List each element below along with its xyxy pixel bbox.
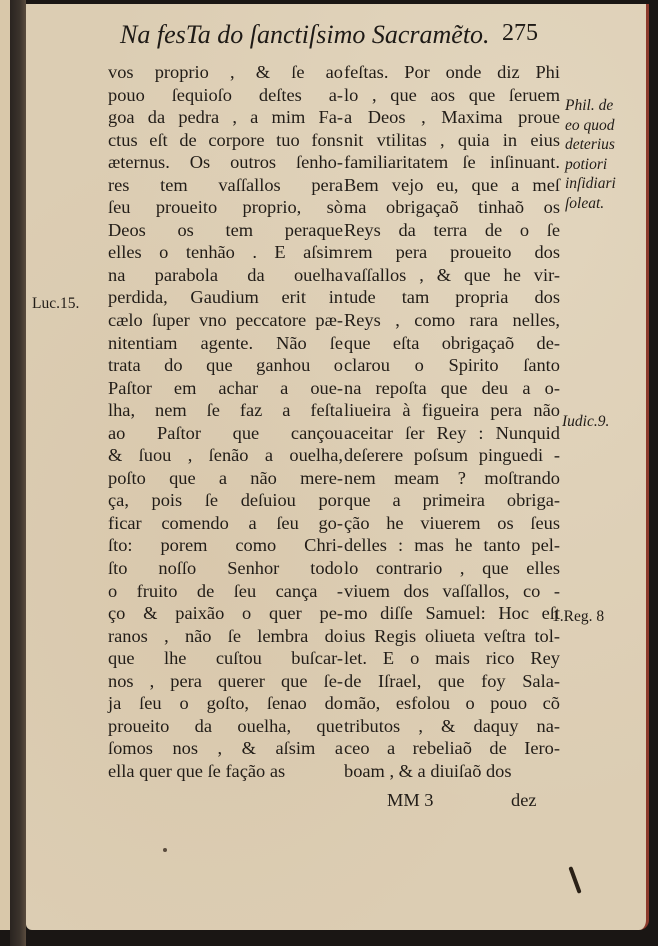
- catchword: dez: [511, 790, 537, 810]
- text-line: ção he viuerem os ſeus: [344, 512, 560, 533]
- text-line: aceitar ſer Rey : Nunquid: [344, 422, 560, 443]
- text-line: que a primeira obriga-: [344, 490, 560, 511]
- text-line: o fruito de ſeu cança -: [108, 580, 343, 601]
- text-line: lo , que aos que ſeruem: [344, 84, 560, 105]
- text-line: na repoſta que deu a o-: [344, 377, 560, 398]
- text-line: ao Paſtor que cançou: [108, 422, 343, 443]
- margin-note-luc: Luc.15.: [32, 295, 80, 312]
- text-line: viuem dos vaſſallos, co -: [344, 580, 560, 601]
- right-column: [344, 61, 560, 783]
- text-line: liueira à figueira pera não: [344, 400, 560, 421]
- margin-note-line: inſidiari: [565, 175, 616, 192]
- text-line: delles : mas he tanto pel-: [344, 535, 560, 556]
- text-line: ſto noſſo Senhor todo: [108, 558, 343, 579]
- text-line: deſerere poſsum pinguedi -: [344, 445, 560, 466]
- text-line: ſto: porem como Chri-: [108, 535, 343, 556]
- text-line: pouo ſequioſo deſtes a-: [108, 84, 343, 105]
- running-header: Na fesTa do ſanctiſsimo Sacramẽto.: [120, 20, 490, 49]
- text-line: Reys da terra de o ſe: [344, 219, 560, 240]
- text-line: boam , & a diuiſaõ dos: [344, 760, 512, 781]
- margin-note-phil: [565, 96, 645, 213]
- text-line: ſeu proueito proprio, sò: [108, 197, 343, 218]
- text-line: a Deos , Maxima proue: [344, 107, 560, 128]
- text-line: let. E o mais rico Rey: [344, 648, 560, 669]
- text-line: ficar comendo a ſeu go-: [108, 512, 343, 533]
- page-number: 275: [502, 20, 538, 46]
- text-line: lha, nem ſe faz a feſta: [108, 400, 343, 421]
- text-line: Bem vejo eu, que a meſ: [344, 174, 560, 195]
- margin-note-indic: Iudic.9.: [562, 413, 610, 430]
- margin-note-line: potiori: [565, 155, 608, 173]
- text-line: Paſtor em achar a oue-: [108, 377, 343, 398]
- text-line: vos proprio , & ſe ao: [108, 62, 343, 82]
- margin-note-line: Phil. de: [565, 97, 614, 114]
- text-line: æternus. Os outros ſenho-: [108, 152, 343, 173]
- paper-speck: [163, 848, 167, 852]
- text-line: goa da pedra , a mim Fa-: [108, 107, 343, 128]
- text-line: vaſſallos , & que he vir-: [344, 264, 560, 285]
- text-line: ço & paixão o quer pe-: [108, 603, 343, 624]
- text-line: cælo ſuper vno peccatore pæ-: [108, 310, 343, 331]
- text-line: lo contrario , que elles: [344, 558, 560, 579]
- text-line: na parabola da ouelha: [108, 264, 343, 285]
- text-line: mão, esfolou o pouo cõ: [344, 693, 560, 714]
- text-line: poſto que a não mere-: [108, 467, 343, 488]
- previous-page-edge: [0, 0, 10, 930]
- text-line: que eſta obrigaçaõ de-: [344, 332, 560, 353]
- text-line: nem meam ? moſtrando: [344, 467, 560, 488]
- text-line: ella quer que ſe fação as: [108, 760, 286, 781]
- text-line: que lhe cuſtou buſcar-: [108, 648, 343, 669]
- text-line: nitentiam agente. Não ſe: [108, 332, 343, 353]
- text-line: de Iſrael, que foy Sala-: [344, 670, 560, 691]
- signature-mark: MM 3: [387, 790, 434, 810]
- text-line: ius Regis oliueta veſtra tol-: [344, 625, 560, 646]
- text-line: tributos , & daquy na-: [344, 715, 560, 736]
- text-line: ſomos nos , & aſsim a: [108, 738, 343, 759]
- text-line: familiaritatem ſe inſinuant.: [344, 152, 560, 173]
- margin-note-reg: 1.Reg. 8: [552, 608, 605, 625]
- text-line: Reys , como rara nelles,: [344, 310, 560, 331]
- text-line: nos , pera querer que ſe-: [108, 670, 343, 691]
- text-line: & ſuou , ſenão a ouelha,: [108, 445, 343, 466]
- text-line: perdida, Gaudium erit in: [108, 287, 343, 308]
- margin-note-line: deterius: [565, 136, 615, 153]
- text-line: ranos , não ſe lembra do: [108, 625, 343, 646]
- text-line: rem pera proueito dos: [344, 242, 560, 263]
- text-line: elles o tenhão . E aſsim: [108, 242, 343, 263]
- text-line: Deos os tem peraque: [108, 219, 343, 240]
- text-line: tude tam propria dos: [344, 287, 560, 308]
- margin-note-line: ſoleat.: [565, 194, 605, 212]
- text-line: res tem vaſſallos pera: [108, 174, 343, 195]
- text-line: ctus eſt de corpore tuo fons: [108, 129, 343, 150]
- text-line: feſtas. Por onde diz Phi: [344, 62, 560, 82]
- text-line: mo diſſe Samuel: Hoc eſt: [344, 603, 560, 624]
- text-line: clarou o Spirito ſanto: [344, 355, 560, 376]
- text-line: ja ſeu o goſto, ſenao do: [108, 693, 343, 714]
- text-line: ceo a rebeliaõ de Iero-: [344, 738, 560, 759]
- text-line: ma obrigaçaõ tinhaõ os: [344, 197, 560, 218]
- book-gutter: [10, 0, 26, 946]
- text-line: proueito da ouelha, que: [108, 715, 343, 736]
- text-line: ça, pois ſe deſuiou por: [108, 490, 343, 511]
- text-line: trata do que ganhou o: [108, 355, 343, 376]
- text-line: nit vtilitas , quia in eius: [344, 129, 560, 150]
- margin-note-line: eo quod: [565, 116, 615, 134]
- left-column: [108, 61, 343, 783]
